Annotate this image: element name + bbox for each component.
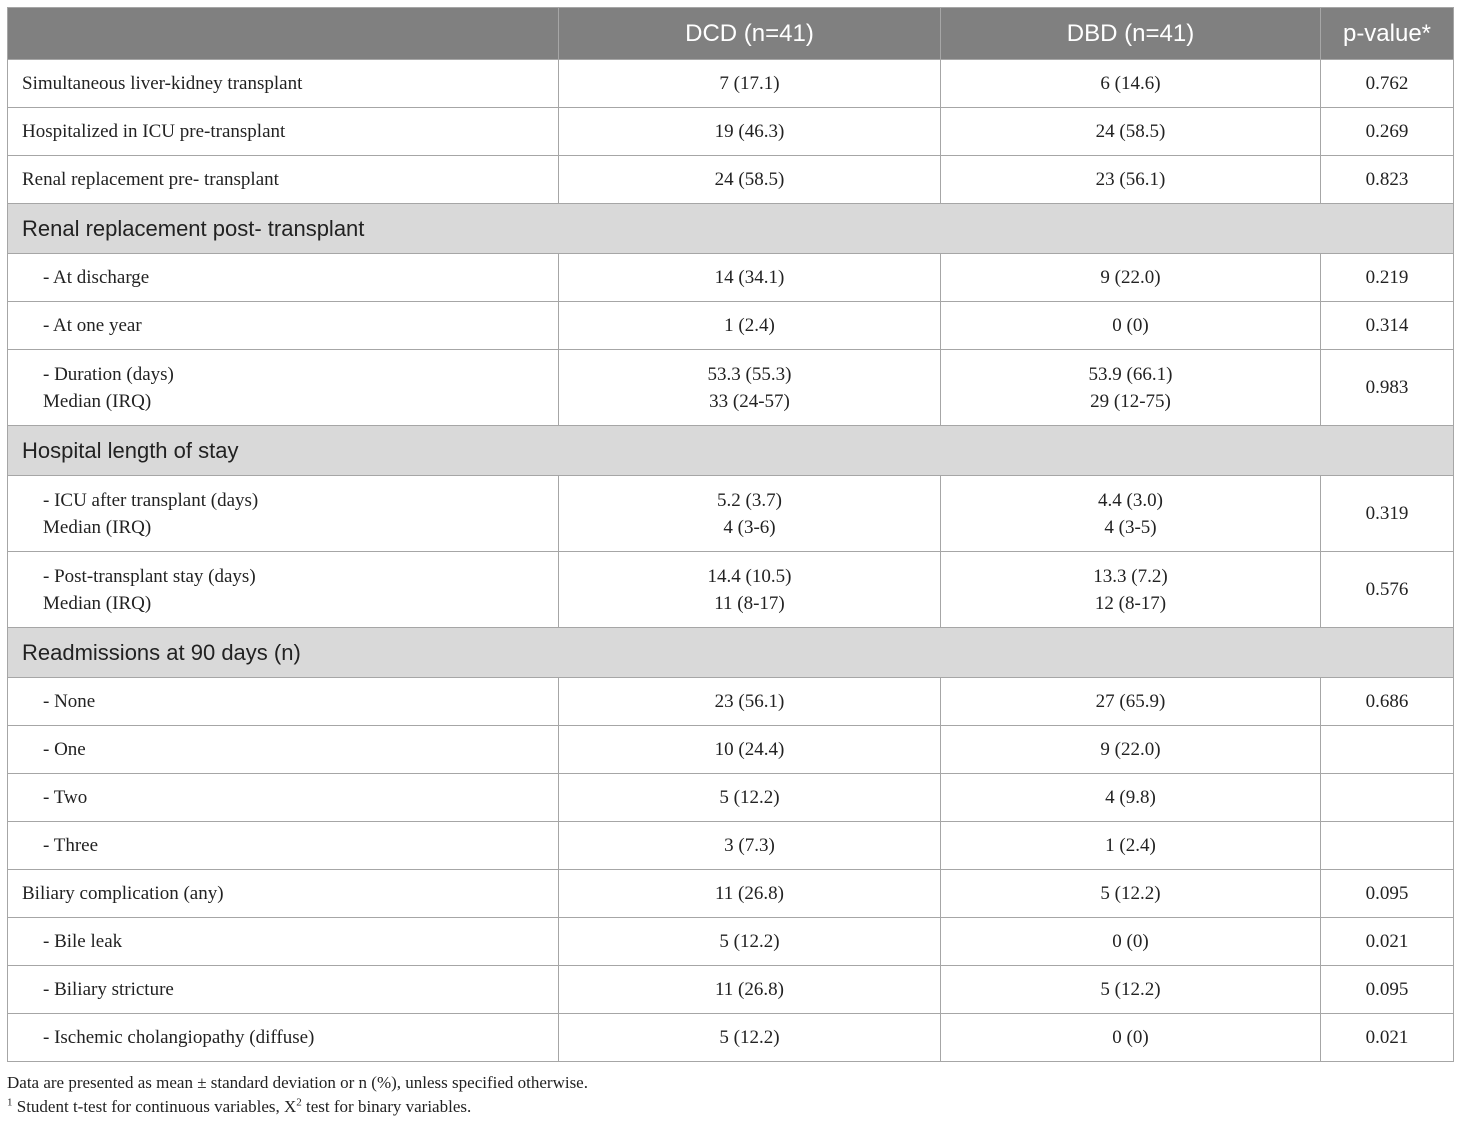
- table-row: [8, 60, 1454, 108]
- row-label-line1: - ICU after transplant (days): [43, 489, 259, 511]
- p-value: 0.983: [1321, 350, 1454, 426]
- section-row: [8, 204, 1454, 254]
- table-row: [8, 552, 1454, 628]
- row-label: - One: [8, 726, 559, 774]
- row-label: - Biliary stricture: [8, 966, 559, 1014]
- row-label: [8, 350, 559, 426]
- table-row: [8, 350, 1454, 426]
- dcd-value: 7 (17.1): [559, 60, 941, 108]
- dcd-value: 1 (2.4): [559, 302, 941, 350]
- section-title: Readmissions at 90 days (n): [8, 628, 1454, 678]
- row-label-line1: - Post-transplant stay (days): [43, 565, 256, 587]
- row-label: Simultaneous liver-kidney transplant: [8, 60, 559, 108]
- row-label: - At one year: [8, 302, 559, 350]
- dbd-mean: 4.4 (3.0): [1098, 489, 1163, 511]
- header-dbd: DBD (n=41): [941, 8, 1321, 60]
- dcd-value: 11 (26.8): [559, 870, 941, 918]
- section-row: [8, 628, 1454, 678]
- row-label: - Two: [8, 774, 559, 822]
- row-label-line2: Median (IRQ): [43, 592, 152, 614]
- dbd-median: 4 (3-5): [1104, 516, 1157, 538]
- p-value: 0.219: [1321, 254, 1454, 302]
- dcd-mean: 5.2 (3.7): [717, 489, 782, 511]
- dcd-value: 3 (7.3): [559, 822, 941, 870]
- table-row: [8, 918, 1454, 966]
- section-row: [8, 426, 1454, 476]
- results-table: [7, 7, 1454, 1062]
- p-value: 0.269: [1321, 108, 1454, 156]
- row-label: - Bile leak: [8, 918, 559, 966]
- row-label: - At discharge: [8, 254, 559, 302]
- section-title: Renal replacement post- transplant: [8, 204, 1454, 254]
- dcd-median: 11 (8-17): [714, 592, 785, 614]
- dbd-value: 24 (58.5): [941, 108, 1321, 156]
- dcd-value: 11 (26.8): [559, 966, 941, 1014]
- dbd-value: 23 (56.1): [941, 156, 1321, 204]
- row-label: Renal replacement pre- transplant: [8, 156, 559, 204]
- table-row: [8, 774, 1454, 822]
- dbd-value: [941, 552, 1321, 628]
- dcd-value: 5 (12.2): [559, 918, 941, 966]
- p-value: 0.686: [1321, 678, 1454, 726]
- dcd-median: 4 (3-6): [723, 516, 776, 538]
- footnote-text-a: Student t-test for continuous variables, X: [12, 1097, 297, 1116]
- p-value: 0.095: [1321, 870, 1454, 918]
- dbd-value: 5 (12.2): [941, 870, 1321, 918]
- dcd-value: 10 (24.4): [559, 726, 941, 774]
- dbd-value: 0 (0): [941, 302, 1321, 350]
- dbd-value: 6 (14.6): [941, 60, 1321, 108]
- dcd-value: 19 (46.3): [559, 108, 941, 156]
- header-row: [8, 8, 1454, 60]
- table-row: [8, 476, 1454, 552]
- table-row: [8, 156, 1454, 204]
- dbd-value: 0 (0): [941, 918, 1321, 966]
- table-row: [8, 726, 1454, 774]
- table-row: [8, 108, 1454, 156]
- table-row: [8, 870, 1454, 918]
- dcd-median: 33 (24-57): [709, 390, 790, 412]
- dbd-value: [941, 476, 1321, 552]
- p-value: 0.314: [1321, 302, 1454, 350]
- p-value: 0.576: [1321, 552, 1454, 628]
- dcd-mean: 53.3 (55.3): [707, 363, 792, 385]
- table-row: [8, 1014, 1454, 1062]
- dcd-value: [559, 350, 941, 426]
- dcd-value: 5 (12.2): [559, 774, 941, 822]
- section-title: Hospital length of stay: [8, 426, 1454, 476]
- dcd-value: [559, 552, 941, 628]
- p-value: 0.319: [1321, 476, 1454, 552]
- dbd-value: 4 (9.8): [941, 774, 1321, 822]
- footnote-text-b: test for binary variables.: [301, 1097, 472, 1116]
- p-value: 0.823: [1321, 156, 1454, 204]
- dbd-value: 0 (0): [941, 1014, 1321, 1062]
- row-label: - Three: [8, 822, 559, 870]
- dbd-value: 1 (2.4): [941, 822, 1321, 870]
- p-value: [1321, 822, 1454, 870]
- dbd-mean: 13.3 (7.2): [1093, 565, 1168, 587]
- footnote-data-presentation: Data are presented as mean ± standard deviation or n (%), unless specified otherwise.: [7, 1073, 588, 1092]
- row-label: Biliary complication (any): [8, 870, 559, 918]
- header-dcd: DCD (n=41): [559, 8, 941, 60]
- dbd-median: 12 (8-17): [1094, 592, 1167, 614]
- dbd-value: 5 (12.2): [941, 966, 1321, 1014]
- table-row: [8, 302, 1454, 350]
- dbd-value: 9 (22.0): [941, 726, 1321, 774]
- dcd-value: 5 (12.2): [559, 1014, 941, 1062]
- dcd-mean: 14.4 (10.5): [707, 565, 792, 587]
- dbd-value: [941, 350, 1321, 426]
- p-value: 0.021: [1321, 918, 1454, 966]
- dbd-value: 9 (22.0): [941, 254, 1321, 302]
- row-label: - None: [8, 678, 559, 726]
- table-row: [8, 822, 1454, 870]
- p-value: 0.021: [1321, 1014, 1454, 1062]
- p-value: 0.762: [1321, 60, 1454, 108]
- header-p-value: p-value*: [1321, 8, 1454, 60]
- dbd-value: 27 (65.9): [941, 678, 1321, 726]
- dbd-median: 29 (12-75): [1090, 390, 1171, 412]
- table-row: [8, 254, 1454, 302]
- footnote-marker: 1: [7, 1096, 13, 1109]
- dcd-value: 14 (34.1): [559, 254, 941, 302]
- table-row: [8, 966, 1454, 1014]
- p-value: [1321, 774, 1454, 822]
- footnote-superscript: 2: [296, 1096, 302, 1109]
- dcd-value: 23 (56.1): [559, 678, 941, 726]
- row-label-line2: Median (IRQ): [43, 516, 152, 538]
- row-label: Hospitalized in ICU pre-transplant: [8, 108, 559, 156]
- row-label: [8, 476, 559, 552]
- dcd-value: [559, 476, 941, 552]
- dbd-mean: 53.9 (66.1): [1088, 363, 1173, 385]
- table-row: [8, 678, 1454, 726]
- dcd-value: 24 (58.5): [559, 156, 941, 204]
- row-label: - Ischemic cholangiopathy (diffuse): [8, 1014, 559, 1062]
- row-label: [8, 552, 559, 628]
- row-label-line1: - Duration (days): [43, 363, 174, 385]
- header-label-cell: [8, 8, 559, 60]
- footnote-statistical-tests: [7, 1097, 471, 1117]
- p-value: 0.095: [1321, 966, 1454, 1014]
- row-label-line2: Median (IRQ): [43, 390, 152, 412]
- p-value: [1321, 726, 1454, 774]
